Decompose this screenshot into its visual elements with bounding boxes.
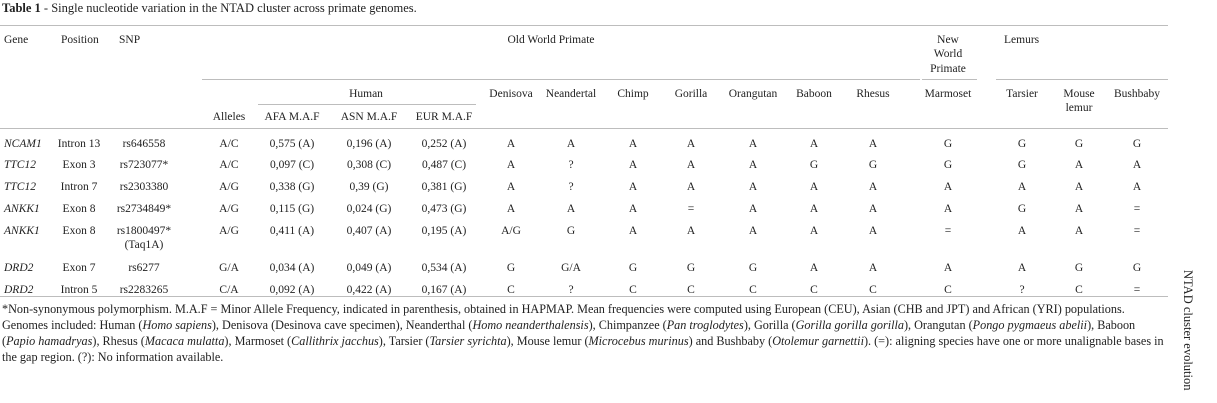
table-cell-snp-alias: (Taq1A) (124, 239, 164, 251)
table-cell: Exon 7 (62, 262, 96, 274)
table-cell: Intron 13 (57, 138, 101, 150)
table-cell: A (1074, 225, 1084, 237)
table-cell: A (686, 159, 696, 171)
table-cell: 0,115 (G) (269, 203, 315, 215)
table-cell: TTC12 (4, 181, 36, 193)
table-cell: G/A (561, 262, 581, 274)
table-cell: G (686, 262, 696, 274)
table-cell: A/G (219, 225, 239, 237)
header-mouse-lemur-line1: Mouse (1063, 88, 1095, 100)
table-cell: G/A (219, 262, 239, 274)
table-cell: G (1132, 138, 1142, 150)
table-cell: A (506, 159, 516, 171)
header-species-rhesus: Rhesus (856, 88, 890, 100)
table-cell: A (628, 159, 638, 171)
table-cell: A (566, 138, 576, 150)
table-cell: 0,338 (G) (269, 181, 315, 193)
table-cell: rs1800497* (116, 225, 172, 237)
rule-table-bottom (0, 296, 1168, 297)
header-species-chimp: Chimp (617, 88, 649, 100)
table-title: - Single nucleotide variation in the NTAD cluster across primate genomes. (40, 1, 417, 15)
header-old-world: Old World Primate (507, 34, 595, 46)
header-eur-maf: EUR M.A.F (415, 111, 473, 123)
table-cell: A/C (219, 138, 239, 150)
table-cell: C (507, 284, 515, 296)
table-cell: G (1017, 159, 1027, 171)
header-new-world-line1: New (937, 34, 959, 46)
table-cell: G (506, 262, 516, 274)
table-cell: = (687, 203, 695, 215)
header-position: Position (61, 34, 99, 46)
table-cell: 0,575 (A) (269, 138, 315, 150)
table-cell: A (628, 181, 638, 193)
header-bushbaby: Bushbaby (1114, 88, 1160, 100)
table-cell: A (809, 181, 819, 193)
table-cell: A (809, 262, 819, 274)
table-cell: A (943, 181, 953, 193)
table-cell: A (506, 138, 516, 150)
table-cell: G (1132, 262, 1142, 274)
header-alleles: Alleles (212, 111, 246, 123)
table-cell: A (1132, 159, 1142, 171)
rule-old-world (202, 79, 920, 80)
table-cell: A (628, 203, 638, 215)
table-cell: = (944, 225, 952, 237)
table-cell: Intron 5 (60, 284, 98, 296)
table-label: Table 1 (2, 1, 41, 15)
table-cell: A/G (219, 203, 239, 215)
table-cell: G (943, 159, 953, 171)
table-cell: A (809, 225, 819, 237)
table-cell: G (868, 159, 878, 171)
header-species-baboon: Baboon (796, 88, 832, 100)
table-cell: TTC12 (4, 159, 36, 171)
table-cell: A (943, 262, 953, 274)
table-cell: 0,422 (A) (346, 284, 392, 296)
table-cell: 0,487 (C) (421, 159, 467, 171)
header-new-world-line2: World (933, 48, 963, 60)
table-cell: C (1075, 284, 1083, 296)
table-cell: A (748, 181, 758, 193)
table-cell: G (809, 159, 819, 171)
table-cell: A (1017, 262, 1027, 274)
table-cell: Exon 3 (62, 159, 96, 171)
table-cell: A (868, 181, 878, 193)
table-cell: 0,034 (A) (269, 262, 315, 274)
table-cell: 0,381 (G) (421, 181, 467, 193)
table-cell: ? (568, 159, 574, 171)
table-cell: rs6277 (128, 262, 160, 274)
table-cell: A (943, 203, 953, 215)
table-cell: C (629, 284, 637, 296)
table-cell: G (943, 138, 953, 150)
table-cell: Exon 8 (62, 203, 96, 215)
table-cell: A (748, 225, 758, 237)
table-cell: A (868, 262, 878, 274)
table-cell: C (810, 284, 818, 296)
table-cell: A (686, 181, 696, 193)
table-cell: A (686, 138, 696, 150)
table-cell: A (809, 203, 819, 215)
table-cell: 0,196 (A) (346, 138, 392, 150)
table-cell: ? (1019, 284, 1025, 296)
header-human: Human (349, 88, 383, 100)
table-cell: 0,049 (A) (346, 262, 392, 274)
table-cell: G (1074, 262, 1084, 274)
table-cell: C (869, 284, 877, 296)
table-cell: ANKK1 (4, 225, 40, 237)
table-cell: C (749, 284, 757, 296)
table-cell: G (748, 262, 758, 274)
table-cell: 0,534 (A) (421, 262, 467, 274)
table-cell: = (1133, 225, 1141, 237)
table-cell: 0,39 (G) (349, 181, 389, 193)
table-cell: DRD2 (4, 262, 34, 274)
table-cell: rs723077* (119, 159, 169, 171)
header-asn-maf: ASN M.A.F (340, 111, 398, 123)
table-cell: A (1074, 203, 1084, 215)
rule-lemurs (996, 79, 1168, 80)
table-cell: 0,411 (A) (269, 225, 315, 237)
table-cell: A/G (501, 225, 521, 237)
table-cell: 0,407 (A) (346, 225, 392, 237)
header-species-tarsier: Tarsier (1006, 88, 1038, 100)
table-cell: A (628, 138, 638, 150)
table-cell: A (506, 181, 516, 193)
table-cell: C (687, 284, 695, 296)
table-cell: 0,092 (A) (269, 284, 315, 296)
table-cell: 0,308 (C) (346, 159, 392, 171)
table-cell: Exon 8 (62, 225, 96, 237)
table-cell: A (748, 203, 758, 215)
table-caption (2, 1, 417, 16)
table-cell: rs2734849* (116, 203, 172, 215)
table-cell: 0,252 (A) (421, 138, 467, 150)
table-cell: A (748, 138, 758, 150)
table-cell: A (686, 225, 696, 237)
rule-human (258, 104, 476, 105)
table-cell: A/G (219, 181, 239, 193)
header-snp: SNP (119, 34, 141, 46)
header-lemurs: Lemurs (1004, 34, 1040, 46)
header-species-neandertal: Neandertal (545, 88, 597, 100)
header-gene: Gene (4, 34, 29, 46)
header-afa-maf: AFA M.A.F (264, 111, 320, 123)
table-cell: Intron 7 (60, 181, 98, 193)
table-cell: rs2283265 (119, 284, 169, 296)
table-cell: C/A (219, 284, 239, 296)
header-new-world-line3: Primate (930, 63, 966, 75)
table-cell: G (1074, 138, 1084, 150)
table-cell: A (1074, 159, 1084, 171)
header-mouse-lemur-line2: lemur (1065, 102, 1093, 114)
header-species-gorilla: Gorilla (674, 88, 708, 100)
table-cell: A (506, 203, 516, 215)
table-cell: = (1133, 203, 1141, 215)
table-cell: 0,097 (C) (269, 159, 315, 171)
table-cell: rs2303380 (119, 181, 169, 193)
table-cell: A (628, 225, 638, 237)
table-cell: A (1132, 181, 1142, 193)
table-cell: A (868, 225, 878, 237)
table-cell: C (944, 284, 952, 296)
table-cell: A (1074, 181, 1084, 193)
table-cell: NCAM1 (4, 138, 42, 150)
rule-new-world (922, 79, 977, 80)
table-cell: ? (568, 284, 574, 296)
table-cell: ? (568, 181, 574, 193)
table-cell: A/C (219, 159, 239, 171)
header-species-marmoset: Marmoset (924, 88, 972, 100)
rule-header-bottom (0, 128, 1168, 129)
table-cell: G (566, 225, 576, 237)
header-species-orangutan: Orangutan (728, 88, 778, 100)
table-cell: A (1017, 181, 1027, 193)
table-cell: A (868, 138, 878, 150)
table-cell: = (1133, 284, 1141, 296)
table-cell: A (748, 159, 758, 171)
rule-top (0, 25, 1168, 26)
table-cell: G (628, 262, 638, 274)
table-cell: A (566, 203, 576, 215)
table-cell: 0,473 (G) (421, 203, 467, 215)
table-cell: A (868, 203, 878, 215)
footnote: *Non-synonymous polymorphism. M.A.F = Minor Allele Frequency, indicated in parenthesis, obtained in HAPMAP. Mean frequencies were computed using European (CEU), Asian (CHB and JPT) and African (YRI) populations. Genomes included: Human (Homo sapiens), Denisova (Desinova cave specimen), Neanderthal (Homo neanderthalensis), Chimpanzee (Pan troglodytes), Gorilla (Gorilla gorilla gorilla), Orangutan (Pongo pygmaeus abelii), Baboon (Papio hamadryas), Rhesus (Macaca mulatta), Marmoset (Callithrix jacchus), Tarsier (Tarsier syrichta), Mouse lemur (Microcebus murinus) and Bushbaby (Otolemur garnettii). (=): aligning species have one or more unalignable bases in the gap region. (?): No information available. (2, 302, 1164, 364)
table-cell: G (1017, 203, 1027, 215)
table-cell: DRD2 (4, 284, 34, 296)
table-cell: A (809, 138, 819, 150)
table-cell: ANKK1 (4, 203, 40, 215)
table-cell: A (1017, 225, 1027, 237)
table-cell: G (1017, 138, 1027, 150)
table-cell: 0,024 (G) (346, 203, 392, 215)
table-cell: 0,167 (A) (421, 284, 467, 296)
table-cell: rs646558 (122, 138, 166, 150)
header-species-denisova: Denisova (489, 88, 533, 100)
table-cell: 0,195 (A) (421, 225, 467, 237)
side-running-title: NTAD cluster evolution (1181, 270, 1195, 391)
